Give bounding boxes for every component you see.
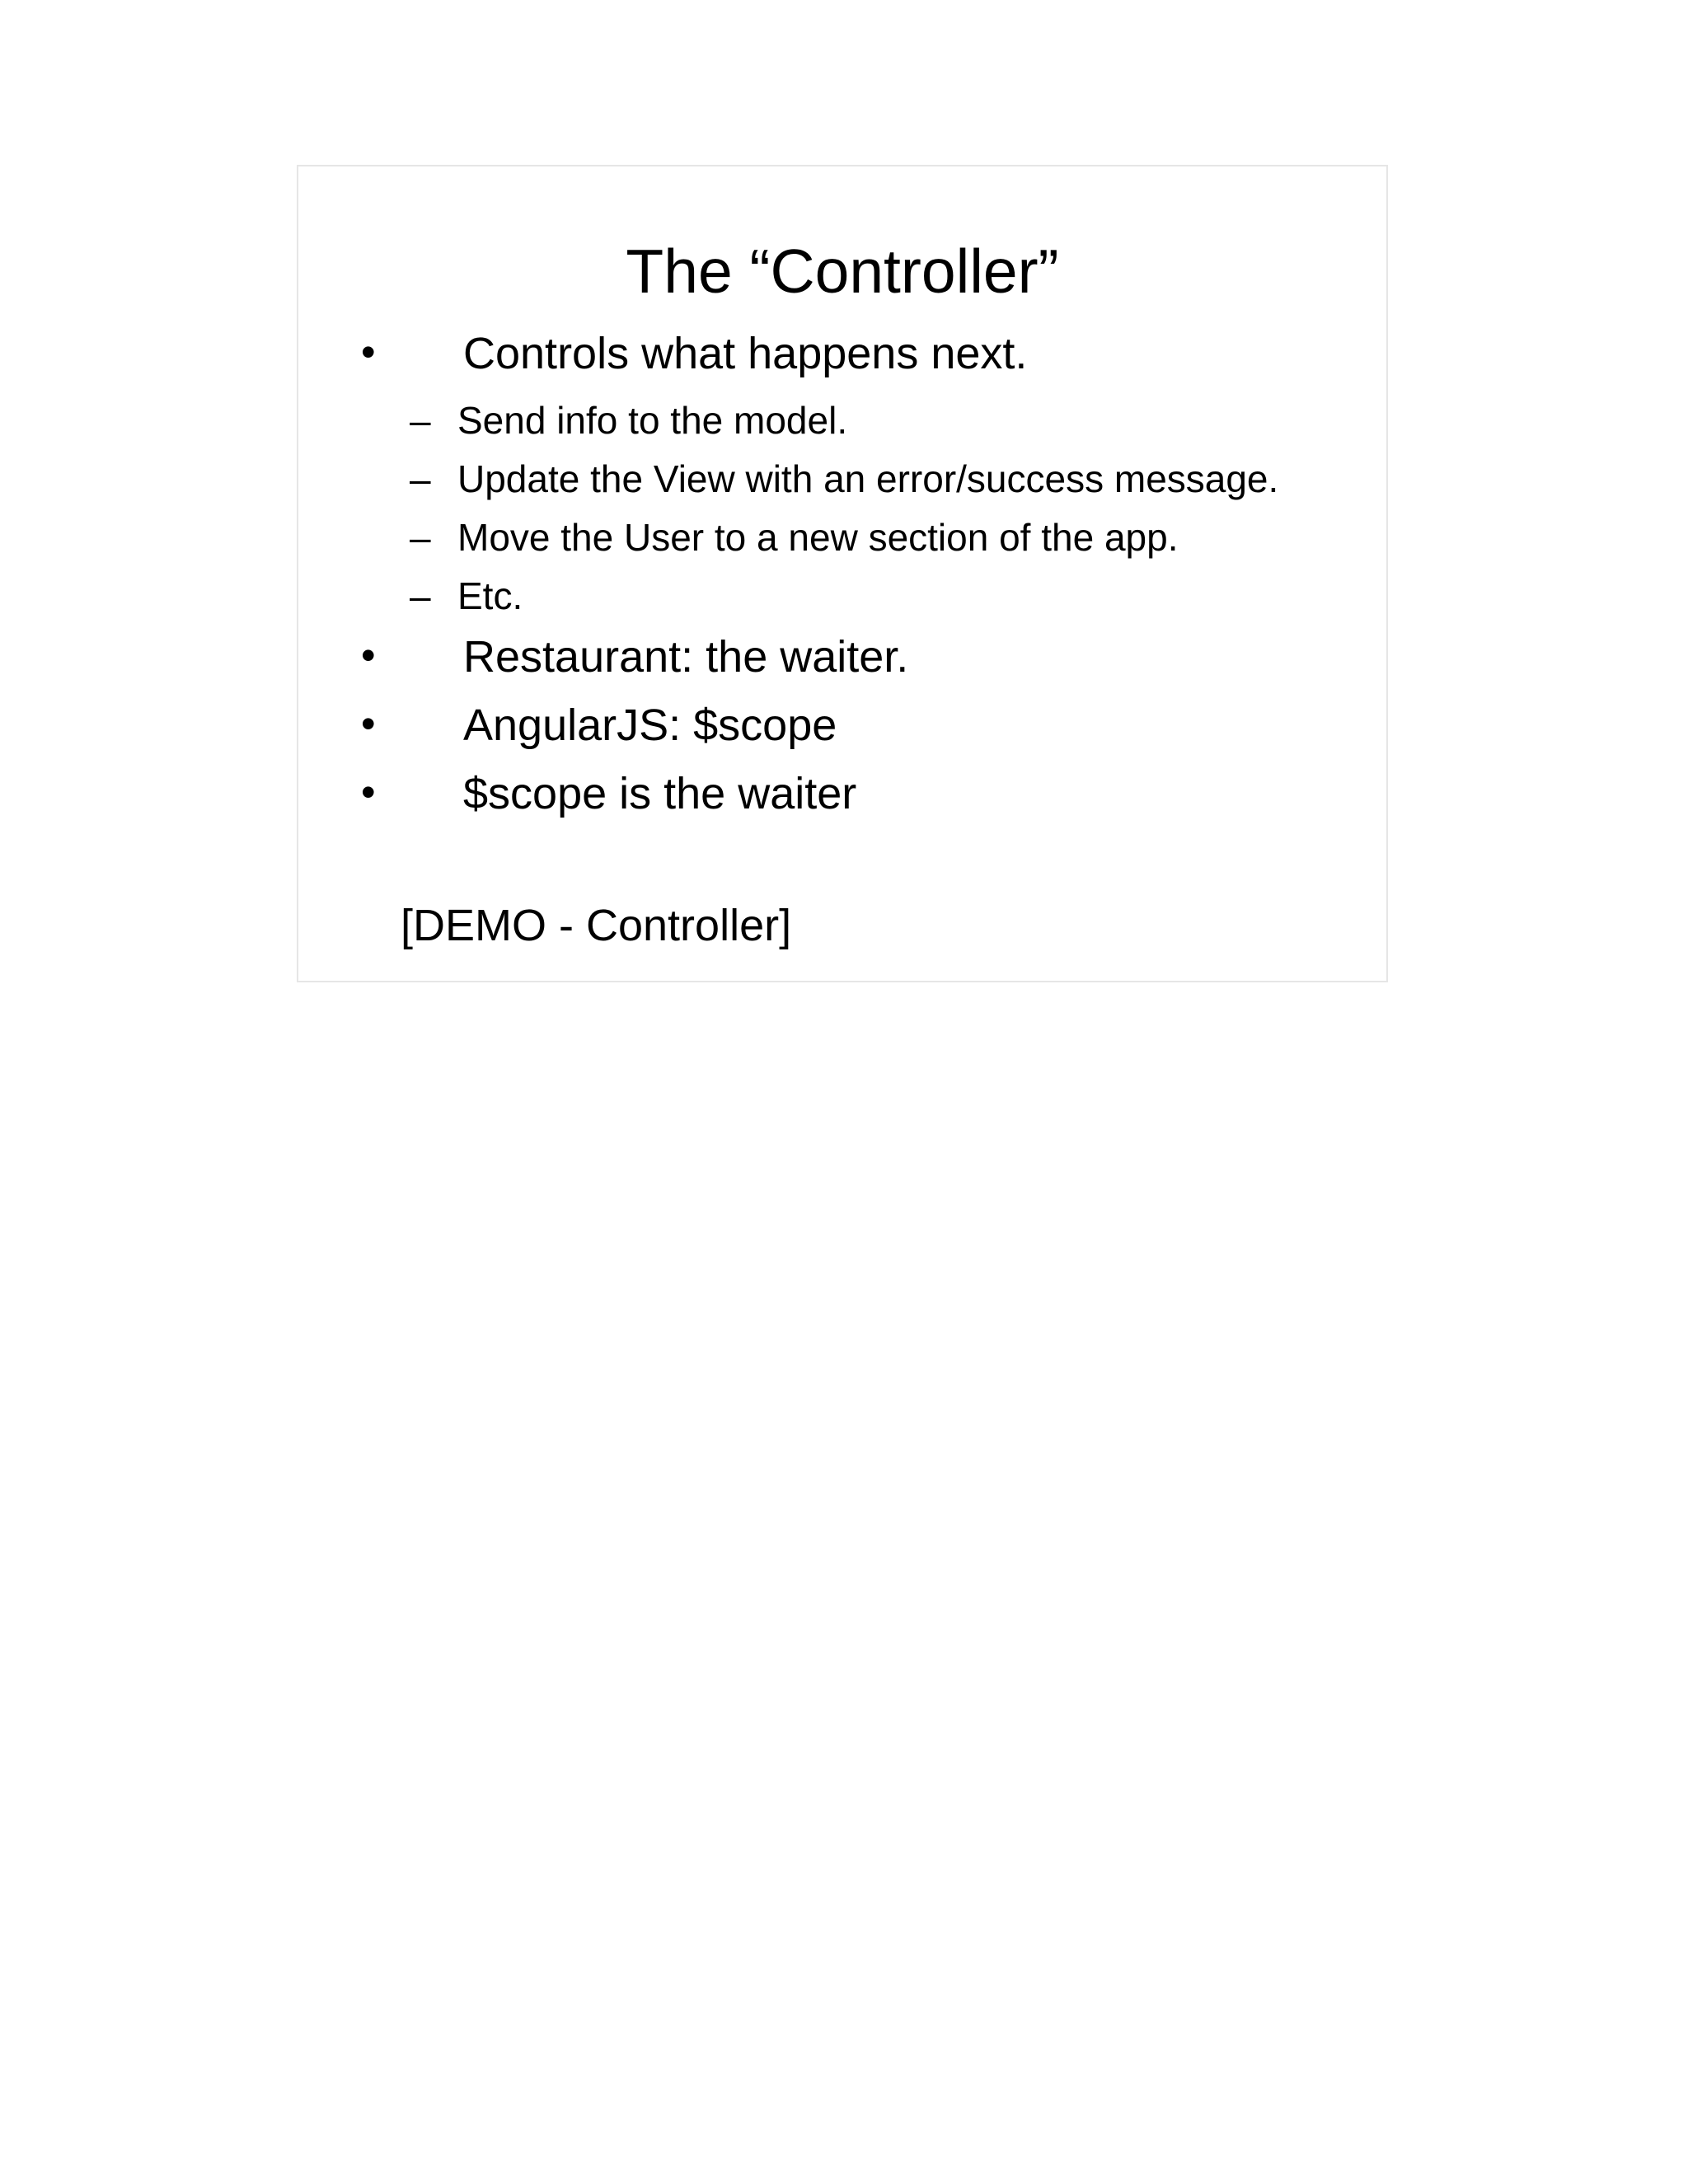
sub-bullet-marker: – (410, 516, 431, 559)
sub-bullet-text: Etc. (457, 574, 523, 617)
bullet-marker: • (361, 329, 376, 375)
bullet-text: Controls what happens next. (463, 329, 1028, 378)
slide-title: The “Controller” (626, 237, 1059, 306)
bullet-marker: • (361, 769, 376, 815)
bullet-text: AngularJS: $scope (463, 701, 837, 750)
slide (297, 165, 1388, 982)
sub-bullet-marker: – (410, 399, 431, 442)
sub-bullet-marker: – (410, 574, 431, 617)
sub-bullet-text: Move the User to a new section of the app. (457, 516, 1179, 559)
bullet-marker: • (361, 632, 376, 678)
sub-bullet-text: Update the View with an error/success message. (457, 457, 1279, 500)
bullet-marker: • (361, 701, 376, 747)
bullet-text: Restaurant: the waiter. (463, 632, 909, 682)
sub-bullet-marker: – (410, 457, 431, 500)
bullet-text: $scope is the waiter (463, 769, 857, 818)
sub-bullet-text: Send info to the model. (457, 399, 848, 442)
demo-note: [DEMO - Controller] (401, 901, 792, 950)
bullet-list (298, 166, 1386, 981)
